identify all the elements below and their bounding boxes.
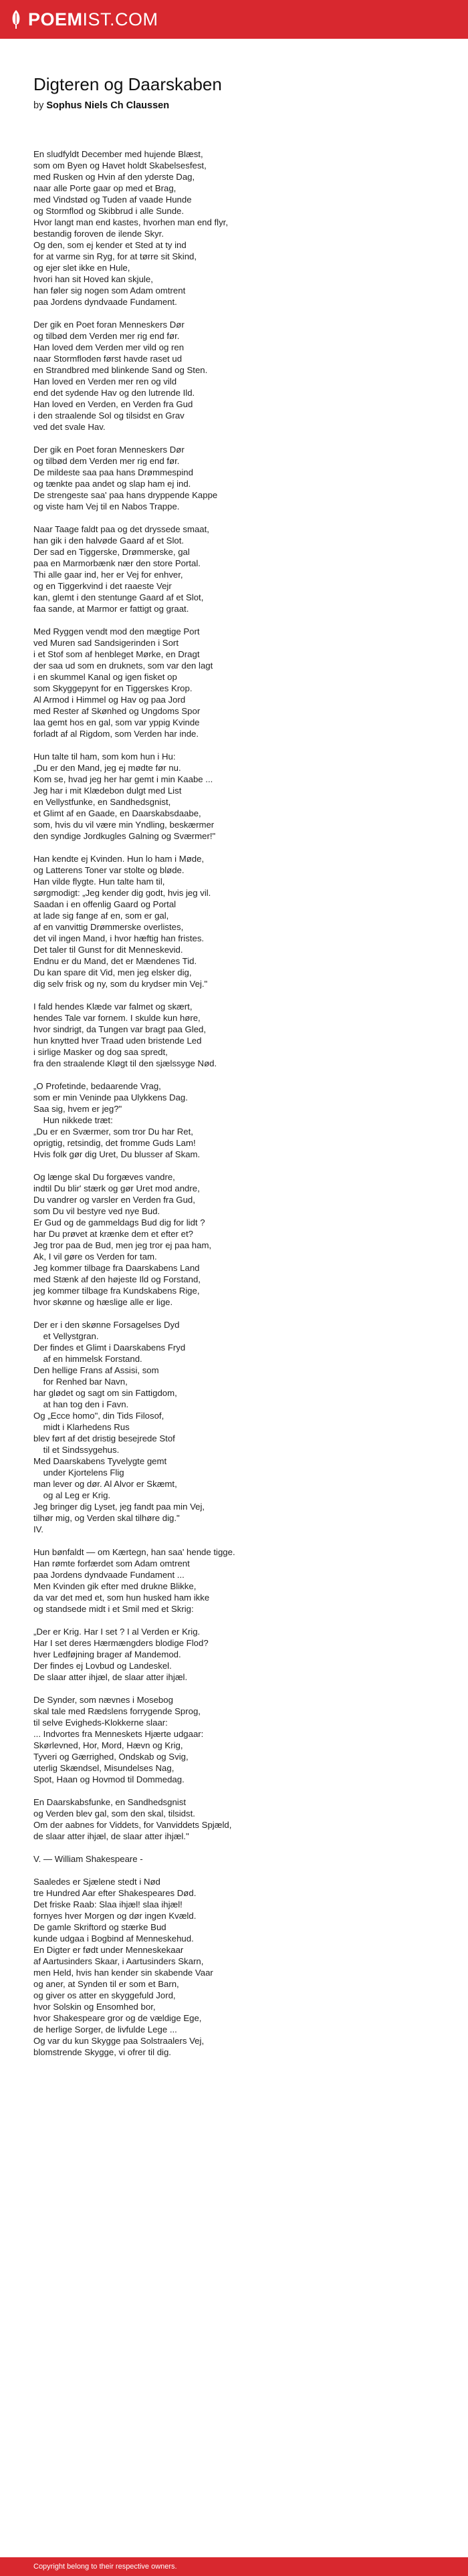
poem-text: En sludfyldt December med hujende Blæst, som om Byen og Havet holdt Skabelsesfest, med Rusken og Hvin af den yderste Dag, naar alle Porte gaar op med et Brag, med Vindstød og Tuden af vaade Hunde og Stormflod og Skibbrud i alle Sunde. Hvor langt man end kastes, hvorhen man end flyr, bestandig foroven de ilende Skyr. Og den, som ej kender et Sted at ty ind for at varme sin Ryg, for at tørre sit Skind, og ejer slet ikke en Hule, hvori han sit Hoved kan skjule, han føler sig nogen som Adam omtrent paa Jordens dyndvaade Fundament. Der gik en Poet foran Menneskers Dør og tilbød dem Verden mer rig end før. Han loved dem Verden mer vild og ren naar Stormfloden først havde raset ud en Strandbred med blinkende Sand og Sten. Han loved en Verden mer ren og vild end det sydende Hav og den lutrende Ild. Han loved en Verden, en Verden fra Gud i den straalende Sol og tilsidst en Grav ved det svale Hav. Der gik en Poet foran Menneskers Dør og tilbød dem Verden mer rig end før. De mildeste saa paa hans Drømmespind og tænkte paa andet og slap ham ej ind. De strengeste saa' paa hans dryppende Kappe og viste ham Vej til en Nabos Trappe. Naar Taage faldt paa og det dryssede smaat, han gik i den halvøde Gaard af et Slot. Der sad en Tiggerske, Drømmerske, gal paa en Marmorbænk nær den store Portal. Thi alle gaar ind, her er Vej for enhver, og en Tiggerkvind i det raaeste Vejr kan, glemt i den stentunge Gaard af et Slot, faa sande, at Marmor er fattigt og graat. Med Ryggen vendt mod den mægtige Port ved Muren sad Sandsigerinden i Sort i et Stof som af henbleget Mørke, en Dragt der saa ud som en druknets, som var den lagt i en skummel Kanal og igen fisket op som Skyggepynt for en Tiggerskes Krop. Al Armod i Himmel og Hav og paa Jord med Rester af Skønhed og Ungdoms Spor laa gemt hos en gal, som var yppig Kvinde forladt af al Rigdom, som Verden har inde. Hun talte til ham, som kom hun i Hu: „Du er den Mand, jeg ej mødte før nu. Kom se, hvad jeg her har gemt i min Kaabe ... Jeg har i mit Klædebon dulgt med List en Vellystfunke, en Sandhedsgnist, et Glimt af en Gaade, en Daarskabsdaabe, som, hvis du vil være min Yndling, beskærmer den syndige Jordkugles Galning og Sværmer!" Han kendte ej Kvinden. Hun lo ham i Møde, og Latterens Toner var stolte og bløde. Han vilde flygte. Hun talte ham til, sørgmodigt: „Jeg kender dig godt, hvis jeg vil. Saadan i en offenlig Gaard og Portal at lade sig fange af en, som er gal, af en vanvittig Drømmerske overlistes, det vil ingen Mand, i hvor hæftig han fristes. Det taler til Gunst for dit Menneskevid. Endnu er du Mand, det er Mændenes Tid. Du kan spare dit Vid, men jeg elsker dig, dig selv frisk og ny, som du krydser min Vej." I fald hendes Klæde var falmet og skært, hendes Tale var fornem. I skulde kun høre, hvor sindrigt, da Tungen var bragt paa Gled, hun knytted hver Traad uden bristende Led i sirlige Masker og dog saa spredt, fra den straalende Kløgt til den sjælssyge Nød. „O Profetinde, bedaarende Vrag, som er min Veninde paa Ulykkens Dag. Saa sig, hvem er jeg?" Hun nikkede træt: „Du er en Sværmer, som tror Du har Ret, oprigtig, retsindig, det fromme Guds Lam! Hvis folk gør dig Uret, Du blusser af Skam. Og længe skal Du forgæves vandre, indtil Du blir' stærk og gør Uret mod andre, Du vandrer og varsler en Verden fra Gud, som Du vil bestyre ved nye Bud. Er Gud og de gammeldags Bud dig for lidt ? har Du prøvet at krænke dem et efter et? Jeg tror paa de Bud, men jeg tror ej paa ham, Ak, I vil gøre os Verden for tam. Jeg kommer tilbage fra Daarskabens Land med Stænk af den højeste Ild og Forstand, jeg kommer tilbage fra Kundskabens Rige, hvor skønne og hæslige alle er lige. Der er i den skønne Forsagelses Dyd et Vellystgran. Der findes et Glimt i Daarskabens Fryd af en himmelsk Forstand. Den hellige Frans af Assisi, som for Renhed bar Navn, har glødet og sagt om sin Fattigdom, at han tog den i Favn. Og „Ecce homo", din Tids Filosof, midt i Klarhedens Rus blev ført af det dristig besejrede Stof til et Sindssygehus. Med Daarskabens Tyvelygte gemt under Kjortelens Flig man lever og dør. Al Alvor er Skæmt, og al Leg er Krig. Jeg bringer dig Lyset, jeg fandt paa min Vej, tilhør mig, og Verden skal tilhøre dig." IV. Hun bønfaldt — om Kærtegn, han saa' hende tigge. Han rømte forfærdet som Adam omtrent paa Jordens dyndvaade Fundament ... Men Kvinden gik efter med drukne Blikke, da var det med et, som hun husked ham ikke og standsede midt i et Smil med et Skrig: „Der er Krig. Har I set ? I al Verden er Krig. Har I set deres Hærmængders blodige Flod? hver Ledføjning brager af Mandemod. Der findes ej Lovbud og Landeskel. De slaar atter ihjæl, de slaar atter ihjæl. De Synder, som nævnes i Mosebog skal tale med Rædslens forrygende Sprog, til selve Evigheds-Klokkerne slaar: ... Indvortes fra Menneskets Hjærte udgaar: Skørlevned, Hor, Mord, Hævn og Krig, Tyveri og Gærrighed, Ondskab og Svig, uterlig Skændsel, Misundelses Nag, Spot, Haan og Hovmod til Dommedag. En Daarskabsfunke, en Sandhedsgnist og Verden blev gal, som den skal, tilsidst. Om der aabnes for Viddets, for Vanviddets Spjæld, de slaar atter ihjæl, de slaar atter ihjæl." V. — William Shakespeare - Saaledes er Sjælene stedt i Nød tre Hundred Aar efter Shakespeares Død. Det friske Raab: Slaa ihjæl! slaa ihjæl! fornyes hver Morgen og dør ingen Kvæld. De gamle Skriftord og stærke Bud kunde udgaa i Bogbind af Menneskehud. En Digter er født under Menneskekaar af Aartusinders Skaar, i Aartusinders Skarn, men Held, hvis han kender sin skabende Vaar og aner, at Synden til er som et Barn, og giver os atter en skyggefuld Jord, hvor Solskin og Ensomhed bor, hvor Shakespeare gror og de vældige Ege, de herlige Sorger, de livfulde Lege ... Og var du kun Skygge paa Solstraalers Vej, blomstrende Skygge, vi ofrer til dig. [33, 149, 235, 2057]
logo-text-rest: IST.COM [82, 9, 158, 29]
site-logo[interactable] [9, 0, 158, 39]
byline-prefix: by [33, 100, 44, 111]
poem-container [33, 74, 435, 2058]
poem-title: Digteren og Daarskaben [33, 74, 222, 94]
site-header [0, 0, 468, 39]
author-link[interactable]: Sophus Niels Ch Claussen [46, 100, 170, 111]
byline [33, 99, 435, 112]
copyright-text: Copyright belong to their respective owners. [33, 2563, 177, 2571]
feather-pen-icon [9, 9, 23, 29]
logo-text-bold: POEM [28, 9, 83, 29]
site-logo-text [28, 0, 158, 39]
site-footer [0, 2557, 468, 2576]
